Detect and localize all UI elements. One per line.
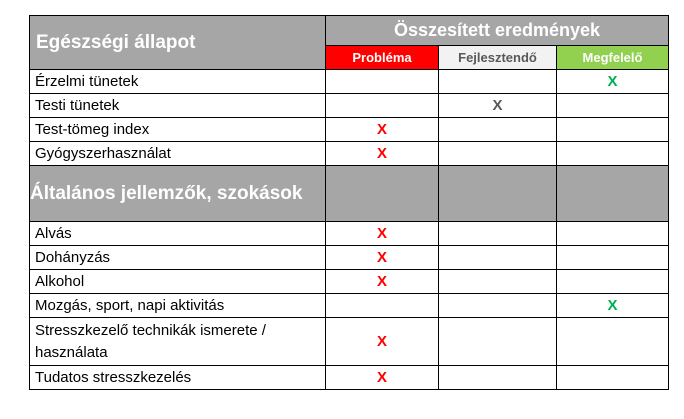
cell-problema [326, 70, 439, 94]
cell-megfelelo [557, 246, 669, 270]
mark-problema: X [326, 270, 439, 294]
cell-megfelelo [557, 142, 669, 166]
row-label: Alvás [30, 222, 326, 246]
row-label: Alkohol [30, 270, 326, 294]
group-header-osszesitett: Összesített eredmények [326, 16, 669, 46]
mark-megfelelo: X [557, 70, 669, 94]
row-label: Gyógyszerhasználat [30, 142, 326, 166]
cell-megfelelo [557, 118, 669, 142]
section-header-altalanos-jellemzok: Általános jellemzők, szokások [30, 166, 326, 222]
section-header-blank [326, 166, 439, 222]
cell-fejlesztendo [439, 318, 557, 366]
cell-megfelelo [557, 222, 669, 246]
table-row [30, 246, 669, 270]
cell-problema [326, 94, 439, 118]
cell-problema [326, 294, 439, 318]
table-row [30, 294, 669, 318]
row-label: Stresszkezelő technikák ismerete / használata [30, 318, 326, 366]
cell-fejlesztendo [439, 222, 557, 246]
section-header-egeszsegi-allapot: Egészségi állapot [30, 16, 326, 70]
cell-megfelelo [557, 94, 669, 118]
row-label: Tudatos stresszkezelés [30, 366, 326, 390]
cell-fejlesztendo [439, 70, 557, 94]
row-label: Dohányzás [30, 246, 326, 270]
mark-problema: X [326, 318, 439, 366]
cell-megfelelo [557, 270, 669, 294]
cell-fejlesztendo [439, 366, 557, 390]
cell-fejlesztendo [439, 270, 557, 294]
cell-fejlesztendo [439, 294, 557, 318]
cell-fejlesztendo [439, 142, 557, 166]
mark-problema: X [326, 118, 439, 142]
cell-fejlesztendo [439, 246, 557, 270]
table-row [30, 318, 669, 366]
table-row [30, 118, 669, 142]
row-label: Érzelmi tünetek [30, 70, 326, 94]
section-header-blank [439, 166, 557, 222]
row-label: Test-tömeg index [30, 118, 326, 142]
cell-fejlesztendo [439, 118, 557, 142]
table-row [30, 222, 669, 246]
cell-megfelelo [557, 318, 669, 366]
mark-fejlesztendo: X [439, 94, 557, 118]
cell-megfelelo [557, 366, 669, 390]
mark-problema: X [326, 142, 439, 166]
mark-problema: X [326, 246, 439, 270]
column-header-fejlesztendo: Fejlesztendő [439, 46, 557, 70]
mark-problema: X [326, 366, 439, 390]
table-row [30, 94, 669, 118]
section-header-blank [557, 166, 669, 222]
row-label: Mozgás, sport, napi aktivitás [30, 294, 326, 318]
mark-problema: X [326, 222, 439, 246]
row-label: Testi tünetek [30, 94, 326, 118]
table-row [30, 270, 669, 294]
mark-megfelelo: X [557, 294, 669, 318]
table-row [30, 142, 669, 166]
table-row [30, 366, 669, 390]
table-row [30, 70, 669, 94]
column-header-megfelelo: Megfelelő [557, 46, 669, 70]
column-header-problema: Probléma [326, 46, 439, 70]
results-table [29, 15, 669, 390]
section-header-row [30, 166, 669, 222]
